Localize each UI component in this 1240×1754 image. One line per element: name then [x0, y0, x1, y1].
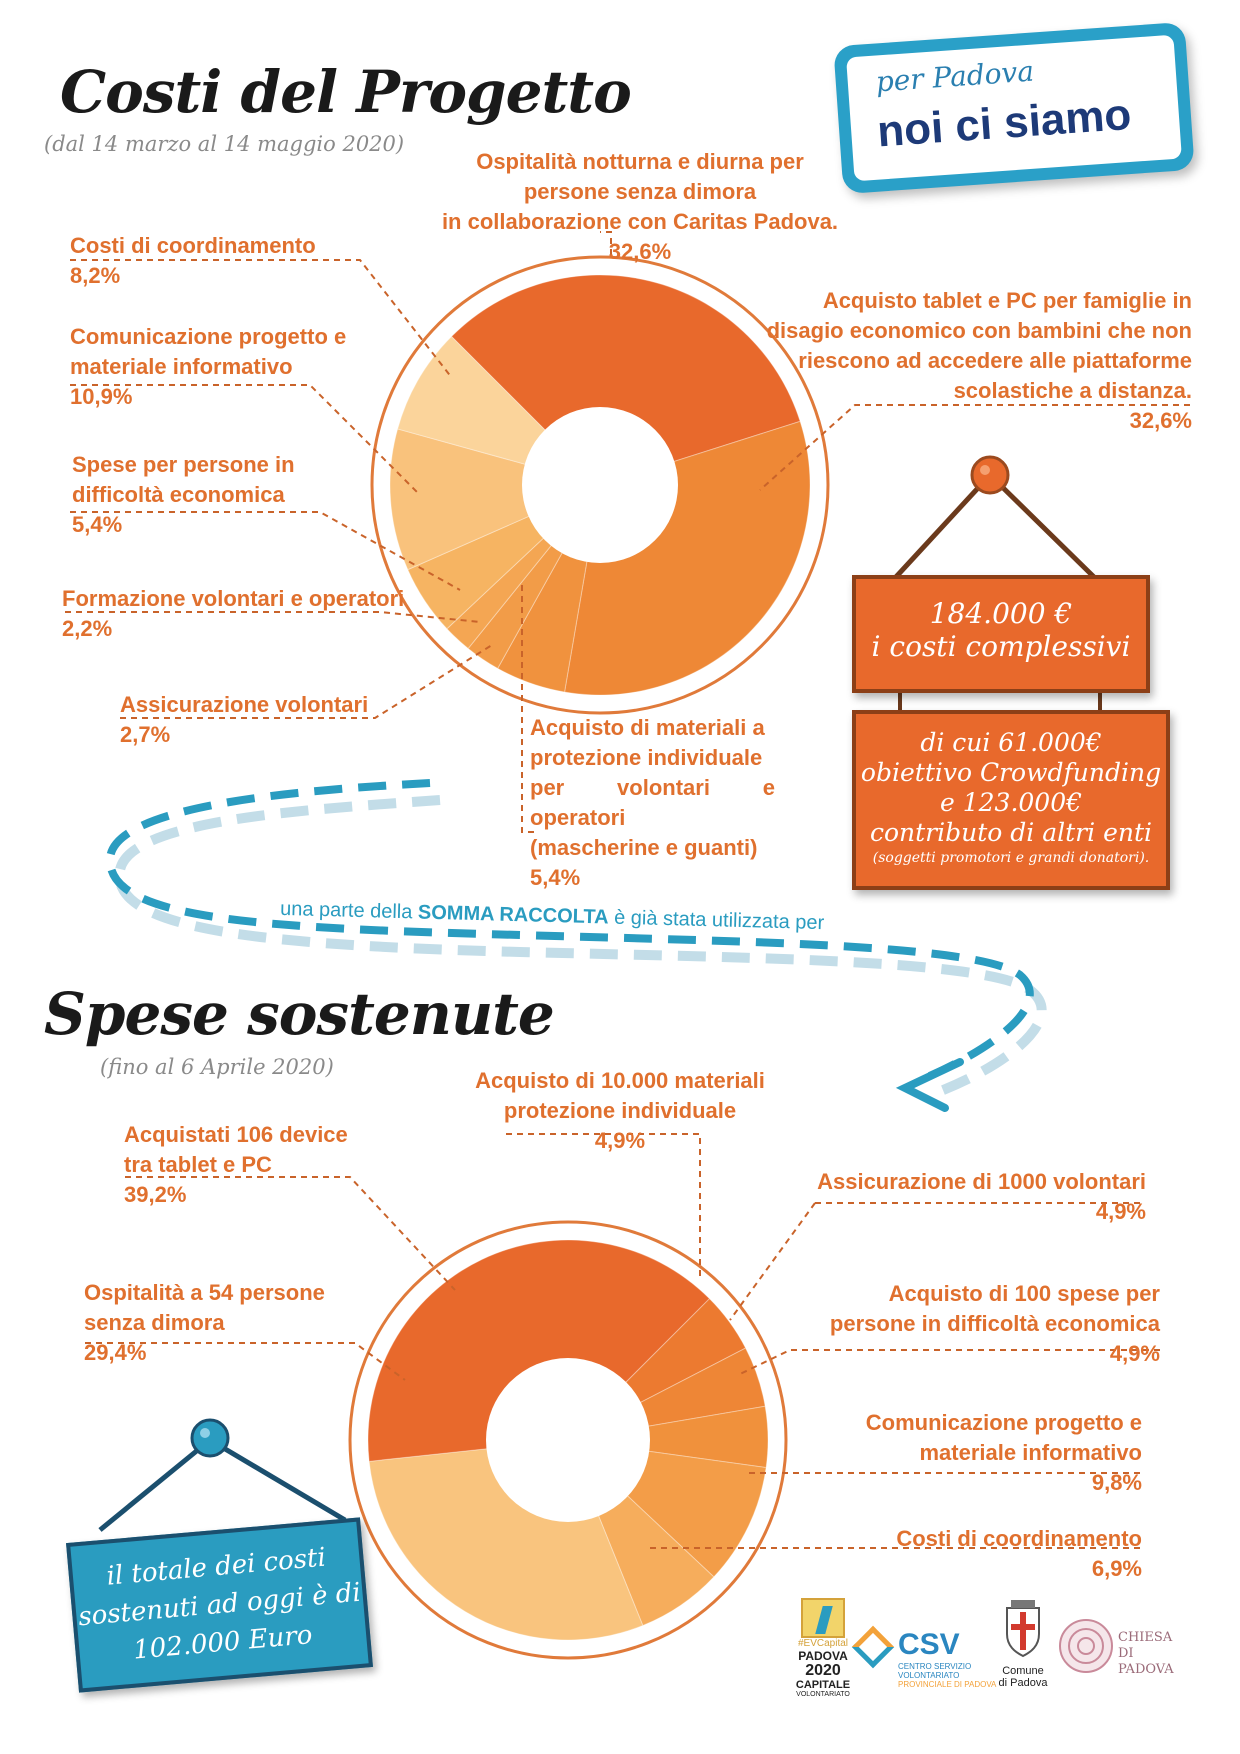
comune-crest-icon	[1001, 1600, 1045, 1660]
label-tablet: Acquisto tablet e PC per famiglie in disagio economico con bambini che non riescono ad accedere alle piattaforme scolastiche a distanza. 32,6%	[766, 288, 1192, 433]
pct-comunicazione: 10,9%	[70, 384, 133, 409]
pct-materiali: 5,4%	[530, 865, 581, 890]
label-materiali: Acquisto di materiali a protezione individuale per volontari e operatori (mascherine e guanti) 5,4%	[530, 715, 775, 890]
logo-csv: CSV CENTRO SERVIZIO VOLONTARIATO PROVINCIALE DI PADOVA	[858, 1628, 998, 1688]
pct-formazione: 2,2%	[62, 616, 113, 641]
label2-device: Acquistati 106 device tra tablet e PC 39,2%	[124, 1122, 348, 1207]
donut2-hole	[486, 1358, 650, 1522]
pct-spese: 5,4%	[72, 512, 123, 537]
section2-title: Spese sostenute	[44, 980, 554, 1048]
label2-spese: Acquisto di 100 spese per persone in difficoltà economica 4,9%	[829, 1281, 1160, 1366]
pct2-comunicazione: 9,8%	[1091, 1470, 1142, 1495]
label-comunicazione: Comunicazione progetto e materiale informativo 10,9%	[70, 324, 347, 409]
brand-line2: noi ci siamo	[875, 89, 1133, 157]
pct2-ospitalita: 29,4%	[84, 1340, 147, 1365]
label2-assicurazione: Assicurazione di 1000 volontari 4,9%	[817, 1169, 1146, 1224]
page-title: Costi del Progetto	[60, 58, 631, 126]
logo-chiesa: CHIESA DI PADOVA	[1058, 1618, 1188, 1678]
label2-materiali: Acquisto di 10.000 materiali protezione individuale 4,9%	[475, 1068, 765, 1153]
logo-padova2020: #EVCapital PADOVA 2020 CAPITALE VOLONTARIATO	[788, 1598, 858, 1698]
label-coordinamento: Costi di coordinamento 8,2%	[70, 233, 316, 288]
pct-assicurazione: 2,7%	[120, 722, 171, 747]
blue-sign: il totale dei costi sostenuti ad oggi è di 102.000 Euro	[66, 1517, 373, 1692]
pct-coordinamento: 8,2%	[70, 263, 121, 288]
pct2-device: 39,2%	[124, 1182, 187, 1207]
pct2-materiali: 4,9%	[594, 1128, 646, 1153]
label2-comunicazione: Comunicazione progetto e materiale informativo 9,8%	[865, 1410, 1142, 1495]
pct-tablet: 32,6%	[1129, 408, 1192, 433]
orange-sign-bottom: di cui 61.000€ obiettivo Crowdfunding e 123.000€ contributo di altri enti (soggetti promotori e grandi donatori).	[852, 710, 1170, 890]
pct2-assicurazione: 4,9%	[1095, 1199, 1146, 1224]
pct2-coordinamento: 6,9%	[1091, 1556, 1142, 1581]
connector-text: una parte della SOMMA RACCOLTA è già stata utilizzata per	[279, 897, 825, 935]
orange-sign-caption: i costi complessivi	[871, 630, 1131, 663]
label-spese: Spese per persone in difficoltà economica 5,4%	[72, 452, 295, 537]
logo-comune: Comune di Padova	[988, 1600, 1058, 1689]
page-subtitle: (dal 14 marzo al 14 maggio 2020)	[44, 132, 405, 156]
label2-ospitalita: Ospitalità a 54 persone senza dimora 29,4%	[84, 1280, 325, 1365]
pct2-spese: 4,9%	[1109, 1341, 1160, 1366]
blue-sign-amount: 102.000 Euro	[132, 1620, 314, 1666]
label-formazione: Formazione volontari e operatori 2,2%	[62, 586, 405, 641]
label-assicurazione: Assicurazione volontari 2,7%	[120, 692, 369, 747]
chiesa-emblem-icon	[1058, 1618, 1114, 1674]
brand-line1: per Padova	[874, 54, 1035, 99]
label-ospitalita: Ospitalità notturna e diurna per persone senza dimora in collaborazione con Caritas Padova. 32,6%	[441, 149, 839, 264]
label2-coordinamento: Costi di coordinamento 6,9%	[896, 1526, 1142, 1581]
pct-ospitalita: 32,6%	[608, 239, 672, 264]
section2-subtitle: (fino al 6 Aprile 2020)	[100, 1055, 334, 1079]
orange-sign-amount: 184.000 €	[929, 597, 1073, 630]
